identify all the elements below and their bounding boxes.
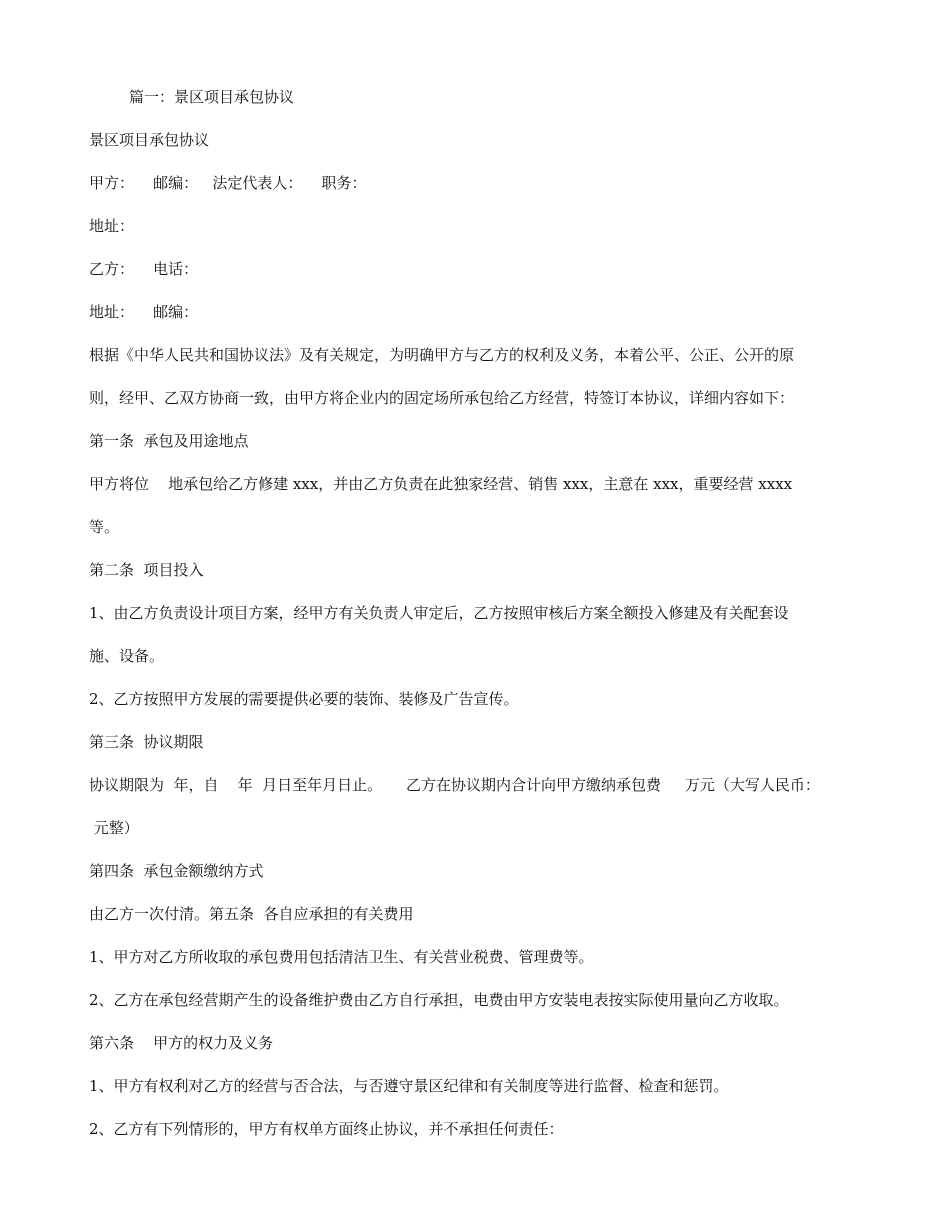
document-heading: 篇一：景区项目承包协议 — [129, 88, 295, 106]
body-paragraph-line: 1、由乙方负责设计项目方案，经甲方有关负责人审定后，乙方按照审核后方案全额投入修建及有关配套设 — [89, 604, 789, 622]
article-heading: 第一条 承包及用途地点 — [89, 432, 249, 450]
body-paragraph-line: 等。 — [89, 518, 120, 536]
body-paragraph-line: 2、乙方有下列情形的，甲方有权单方面终止协议，并不承担任何责任： — [89, 1120, 564, 1138]
body-paragraph-line: 1、甲方有权利对乙方的经营与否合法，与否遵守景区纪律和有关制度等进行监督、检查和惩罚。 — [89, 1077, 729, 1095]
party-a-line: 甲方： 邮编： 法定代表人： 职务： — [89, 174, 367, 192]
party-b-address: 地址： 邮编： — [89, 303, 199, 321]
body-paragraph-line: 协议期限为 年，自 年 月日至年月日止。 乙方在协议期内合计向甲方缴纳承包费 万元（大写人民币： — [89, 776, 820, 794]
article-heading: 第二条 项目投入 — [89, 561, 204, 579]
body-paragraph-line: 1、甲方对乙方所收取的承包费用包括清洁卫生、有关营业税费、管理费等。 — [89, 948, 594, 966]
article-heading: 第六条 甲方的权力及义务 — [89, 1034, 274, 1052]
document-title: 景区项目承包协议 — [89, 131, 210, 149]
body-paragraph-line: 元整） — [89, 819, 139, 837]
body-paragraph-line: 则，经甲、乙双方协商一致，由甲方将企业内的固定场所承包给乙方经营，特签订本协议，详细内容如下： — [89, 389, 795, 407]
body-paragraph-line: 2、乙方在承包经营期产生的设备维护费由乙方自行承担，电费由甲方安装电表按实际使用量向乙方收取。 — [89, 991, 789, 1009]
article-heading: 第三条 协议期限 — [89, 733, 204, 751]
body-paragraph-line: 2、乙方按照甲方发展的需要提供必要的装饰、装修及广告宣传。 — [89, 690, 519, 708]
article-heading: 第四条 承包金额缴纳方式 — [89, 862, 264, 880]
body-paragraph-line: 甲方将位 地承包给乙方修建 xxx，并由乙方负责在此独家经营、销售 xxx，主意在 xxx，重要经营 xxxx — [89, 475, 793, 493]
party-a-address: 地址： — [89, 217, 135, 235]
body-paragraph-line: 施、设备。 — [89, 647, 165, 665]
body-paragraph-line: 由乙方一次付清。第五条 各自应承担的有关费用 — [89, 905, 414, 923]
party-b-line: 乙方： 电话： — [89, 260, 199, 278]
body-paragraph-line: 根据《中华人民共和国协议法》及有关规定，为明确甲方与乙方的权利及义务，本着公平、公正、公开的原 — [89, 346, 795, 364]
